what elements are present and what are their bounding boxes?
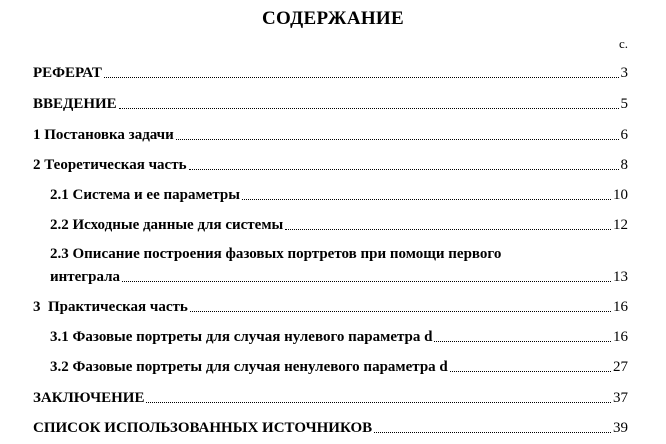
toc-entry-theoretical-part[interactable] xyxy=(33,156,628,174)
toc-entry-page: 16 xyxy=(613,299,628,315)
toc-entry-page: 13 xyxy=(613,269,628,285)
dot-leader xyxy=(374,432,611,433)
dot-leader xyxy=(122,281,611,282)
toc-entry-problem-statement[interactable] xyxy=(33,126,628,144)
dot-leader xyxy=(190,311,611,312)
toc-entry-page: 16 xyxy=(613,329,628,345)
toc-entry-label: 3.1 Фазовые портреты для случая нулевого параметра d xyxy=(50,329,433,345)
toc-entry-label: СПИСОК ИСПОЛЬЗОВАННЫХ ИСТОЧНИКОВ xyxy=(33,420,373,436)
toc-entry-page: 6 xyxy=(620,127,628,143)
dot-leader xyxy=(119,108,619,109)
toc-entry-2-3[interactable] xyxy=(50,268,628,286)
toc-entry-label: 2.2 Исходные данные для системы xyxy=(50,217,284,233)
toc-entry-label: ЗАКЛЮЧЕНИЕ xyxy=(33,390,145,406)
toc-entry-3-1[interactable] xyxy=(50,328,628,346)
toc-entry-label: 1 Постановка задачи xyxy=(33,127,174,143)
page-title: СОДЕРЖАНИЕ xyxy=(262,8,404,29)
dot-leader xyxy=(242,199,611,200)
toc-entry-page: 39 xyxy=(613,420,628,436)
toc-entry-label: 3.2 Фазовые портреты для случая ненулевого параметра d xyxy=(50,359,448,375)
dot-leader xyxy=(434,341,611,342)
dot-leader xyxy=(146,402,611,403)
toc-entry-abstract[interactable] xyxy=(33,64,628,82)
toc-entry-references[interactable] xyxy=(33,419,628,437)
toc-entry-label: 3 Практическая часть xyxy=(33,299,188,315)
toc-entry-introduction[interactable] xyxy=(33,95,628,113)
toc-entry-label: РЕФЕРАТ xyxy=(33,65,102,81)
dot-leader xyxy=(176,139,619,140)
toc-entry-label: ВВЕДЕНИЕ xyxy=(33,96,117,112)
toc-entry-page: 27 xyxy=(613,359,628,375)
toc-entry-3-2[interactable] xyxy=(50,358,628,376)
page-column-label: с. xyxy=(618,36,628,51)
toc-entry-page: 3 xyxy=(620,65,628,81)
dot-leader xyxy=(104,77,619,78)
toc-entry-page: 10 xyxy=(613,187,628,203)
dot-leader xyxy=(189,169,619,170)
toc-entry-label-line1: 2.3 Описание построения фазовых портретов при помощи первого xyxy=(50,246,502,262)
toc-entry-page: 8 xyxy=(620,157,628,173)
dot-leader xyxy=(285,229,611,230)
toc-entry-label: 2.1 Система и ее параметры xyxy=(50,187,240,203)
toc-entry-label-line2: интеграла xyxy=(50,269,121,285)
dot-leader xyxy=(450,371,611,372)
toc-entry-label: 2 Теоретическая часть xyxy=(33,157,187,173)
toc-entry-conclusion[interactable] xyxy=(33,389,628,407)
toc-entry-page: 12 xyxy=(613,217,628,233)
toc-entry-practical-part[interactable] xyxy=(33,298,628,316)
toc-entry-page: 37 xyxy=(613,390,628,406)
toc-entry-page: 5 xyxy=(620,96,628,112)
toc-entry-2-1[interactable] xyxy=(50,186,628,204)
toc-entry-2-2[interactable] xyxy=(50,216,628,234)
